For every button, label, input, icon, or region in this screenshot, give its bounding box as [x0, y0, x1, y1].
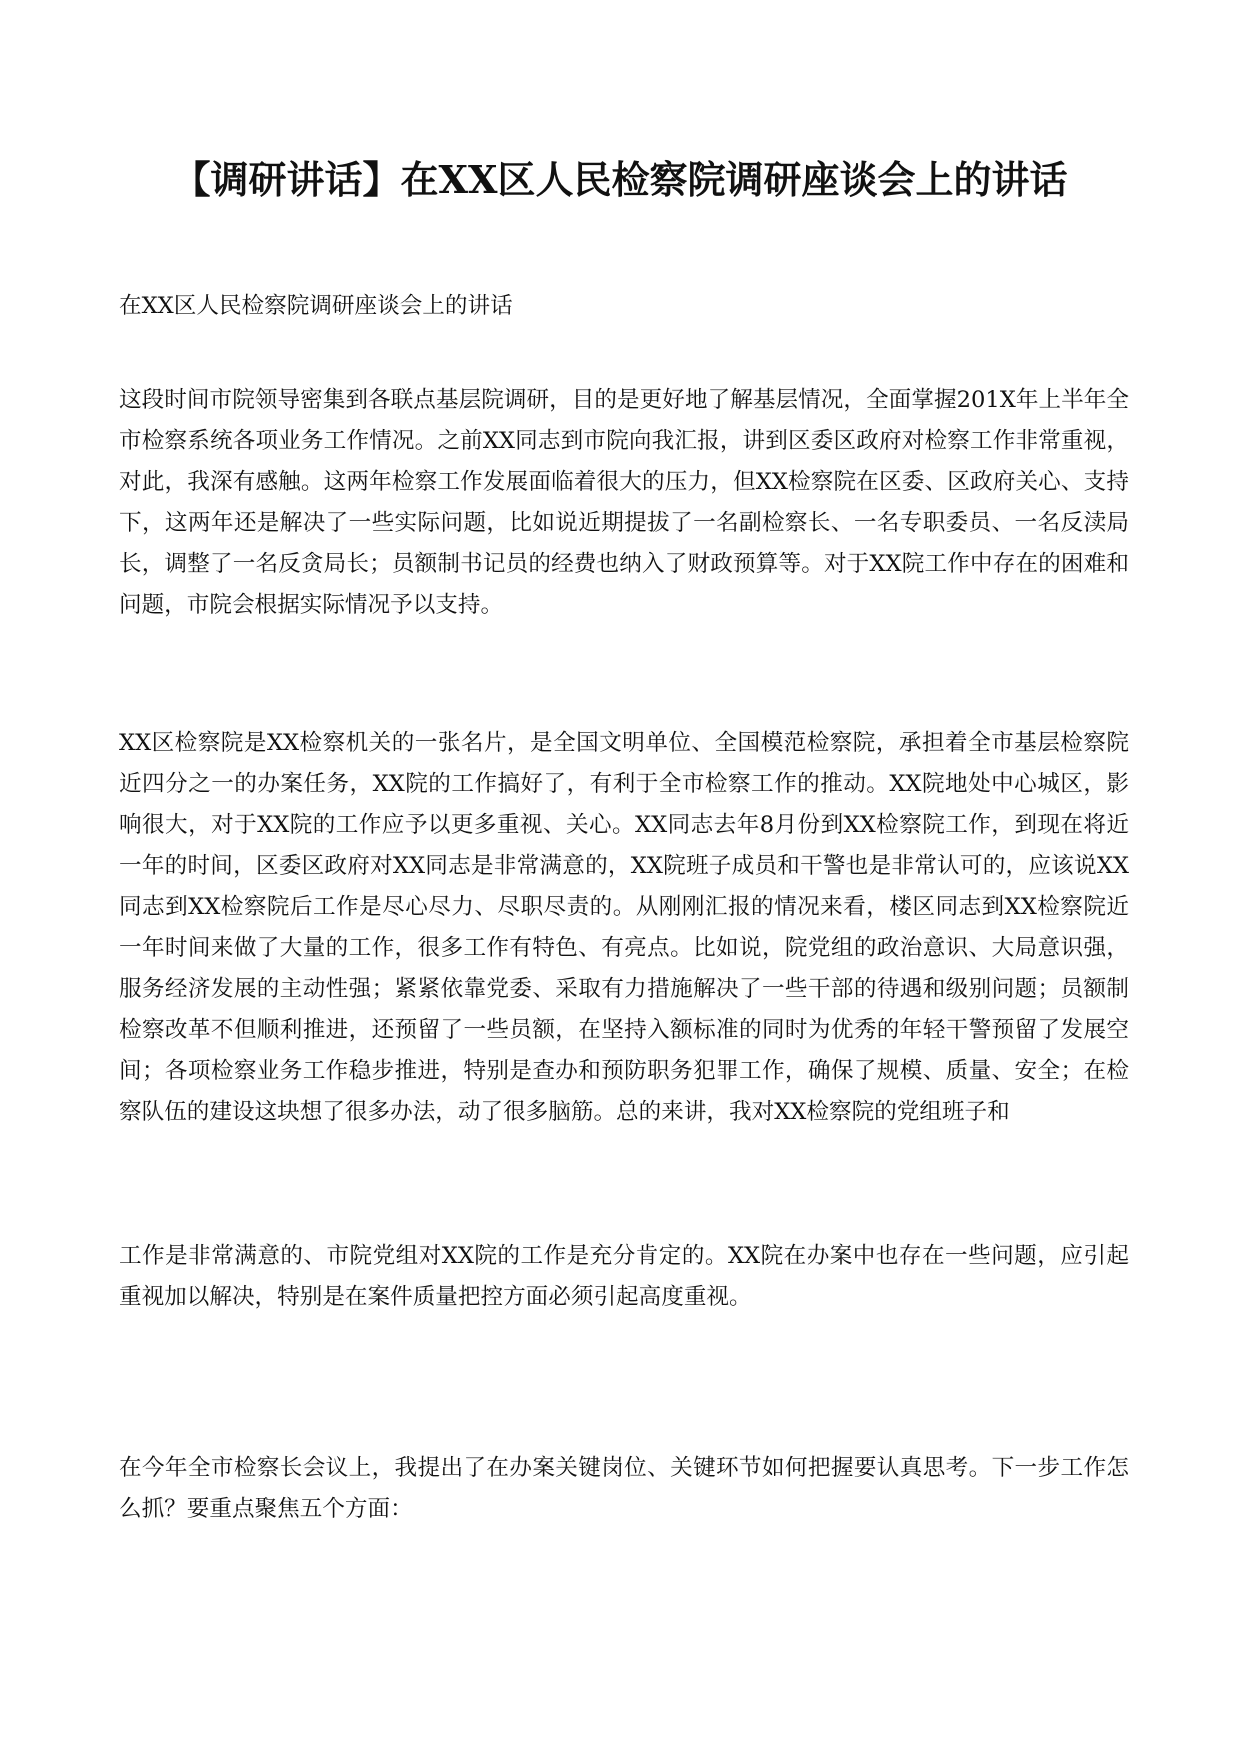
paragraph-1: 这段时间市院领导密集到各联点基层院调研，目的是更好地了解基层情况，全面掌握201X年上半年全市检察系统各项业务工作情况。之前XX同志到市院向我汇报，讲到区委区政府对检察工作非常重视，对此，我深有感触。这两年检察工作发展面临着很大的压力，但XX检察院在区委、区政府关心、支持下，这两年还是解决了一些实际问题，比如说近期提拔了一名副检察长、一名专职委员、一名反渎局长，调整了一名反贪局长；员额制书记员的经费也纳入了财政预算等。对于XX院工作中存在的困难和问题，市院会根据实际情况予以支持。 — [119, 387, 1129, 618]
paragraph-2: XX区检察院是XX检察机关的一张名片，是全国文明单位、全国模范检察院，承担着全市基层检察院近四分之一的办案任务，XX院的工作搞好了，有利于全市检察工作的推动。XX院地处中心城区，影响很大，对于XX院的工作应予以更多重视、关心。XX同志去年8月份到XX检察院工作，到现在将近一年的时间，区委区政府对XX同志是非常满意的，XX院班子成员和干警也是非常认可的，应该说XX同志到XX检察院后工作是尽心尽力、尽职尽责的。从刚刚汇报的情况来看，楼区同志到XX检察院近一年时间来做了大量的工作，很多工作有特色、有亮点。比如说，院党组的政治意识、大局意识强，服务经济发展的主动性强；紧紧依靠党委、采取有力措施解决了一些干部的待遇和级别问题；员额制检察改革不但顺利推进，还预留了一些员额，在坚持入额标准的同时为优秀的年轻干警预留了发展空间；各项检察业务工作稳步推进，特别是查办和预防职务犯罪工作，确保了规模、质量、安全；在检察队伍的建设这块想了很多办法，动了很多脑筋。总的来讲，我对XX检察院的党组班子和 — [119, 730, 1129, 1125]
paragraph-3: 工作是非常满意的、市院党组对XX院的工作是充分肯定的。XX院在办案中也存在一些问题，应引起重视加以解决，特别是在案件质量把控方面必须引起高度重视。 — [119, 1243, 1129, 1310]
document-subtitle: 在XX区人民检察院调研座谈会上的讲话 — [119, 293, 513, 319]
document-title: 【调研讲话】在XX区人民检察院调研座谈会上的讲话 — [172, 157, 1068, 202]
paragraph-4: 在今年全市检察长会议上，我提出了在办案关键岗位、关键环节如何把握要认真思考。下一步工作怎么抓？要重点聚焦五个方面： — [119, 1455, 1129, 1522]
